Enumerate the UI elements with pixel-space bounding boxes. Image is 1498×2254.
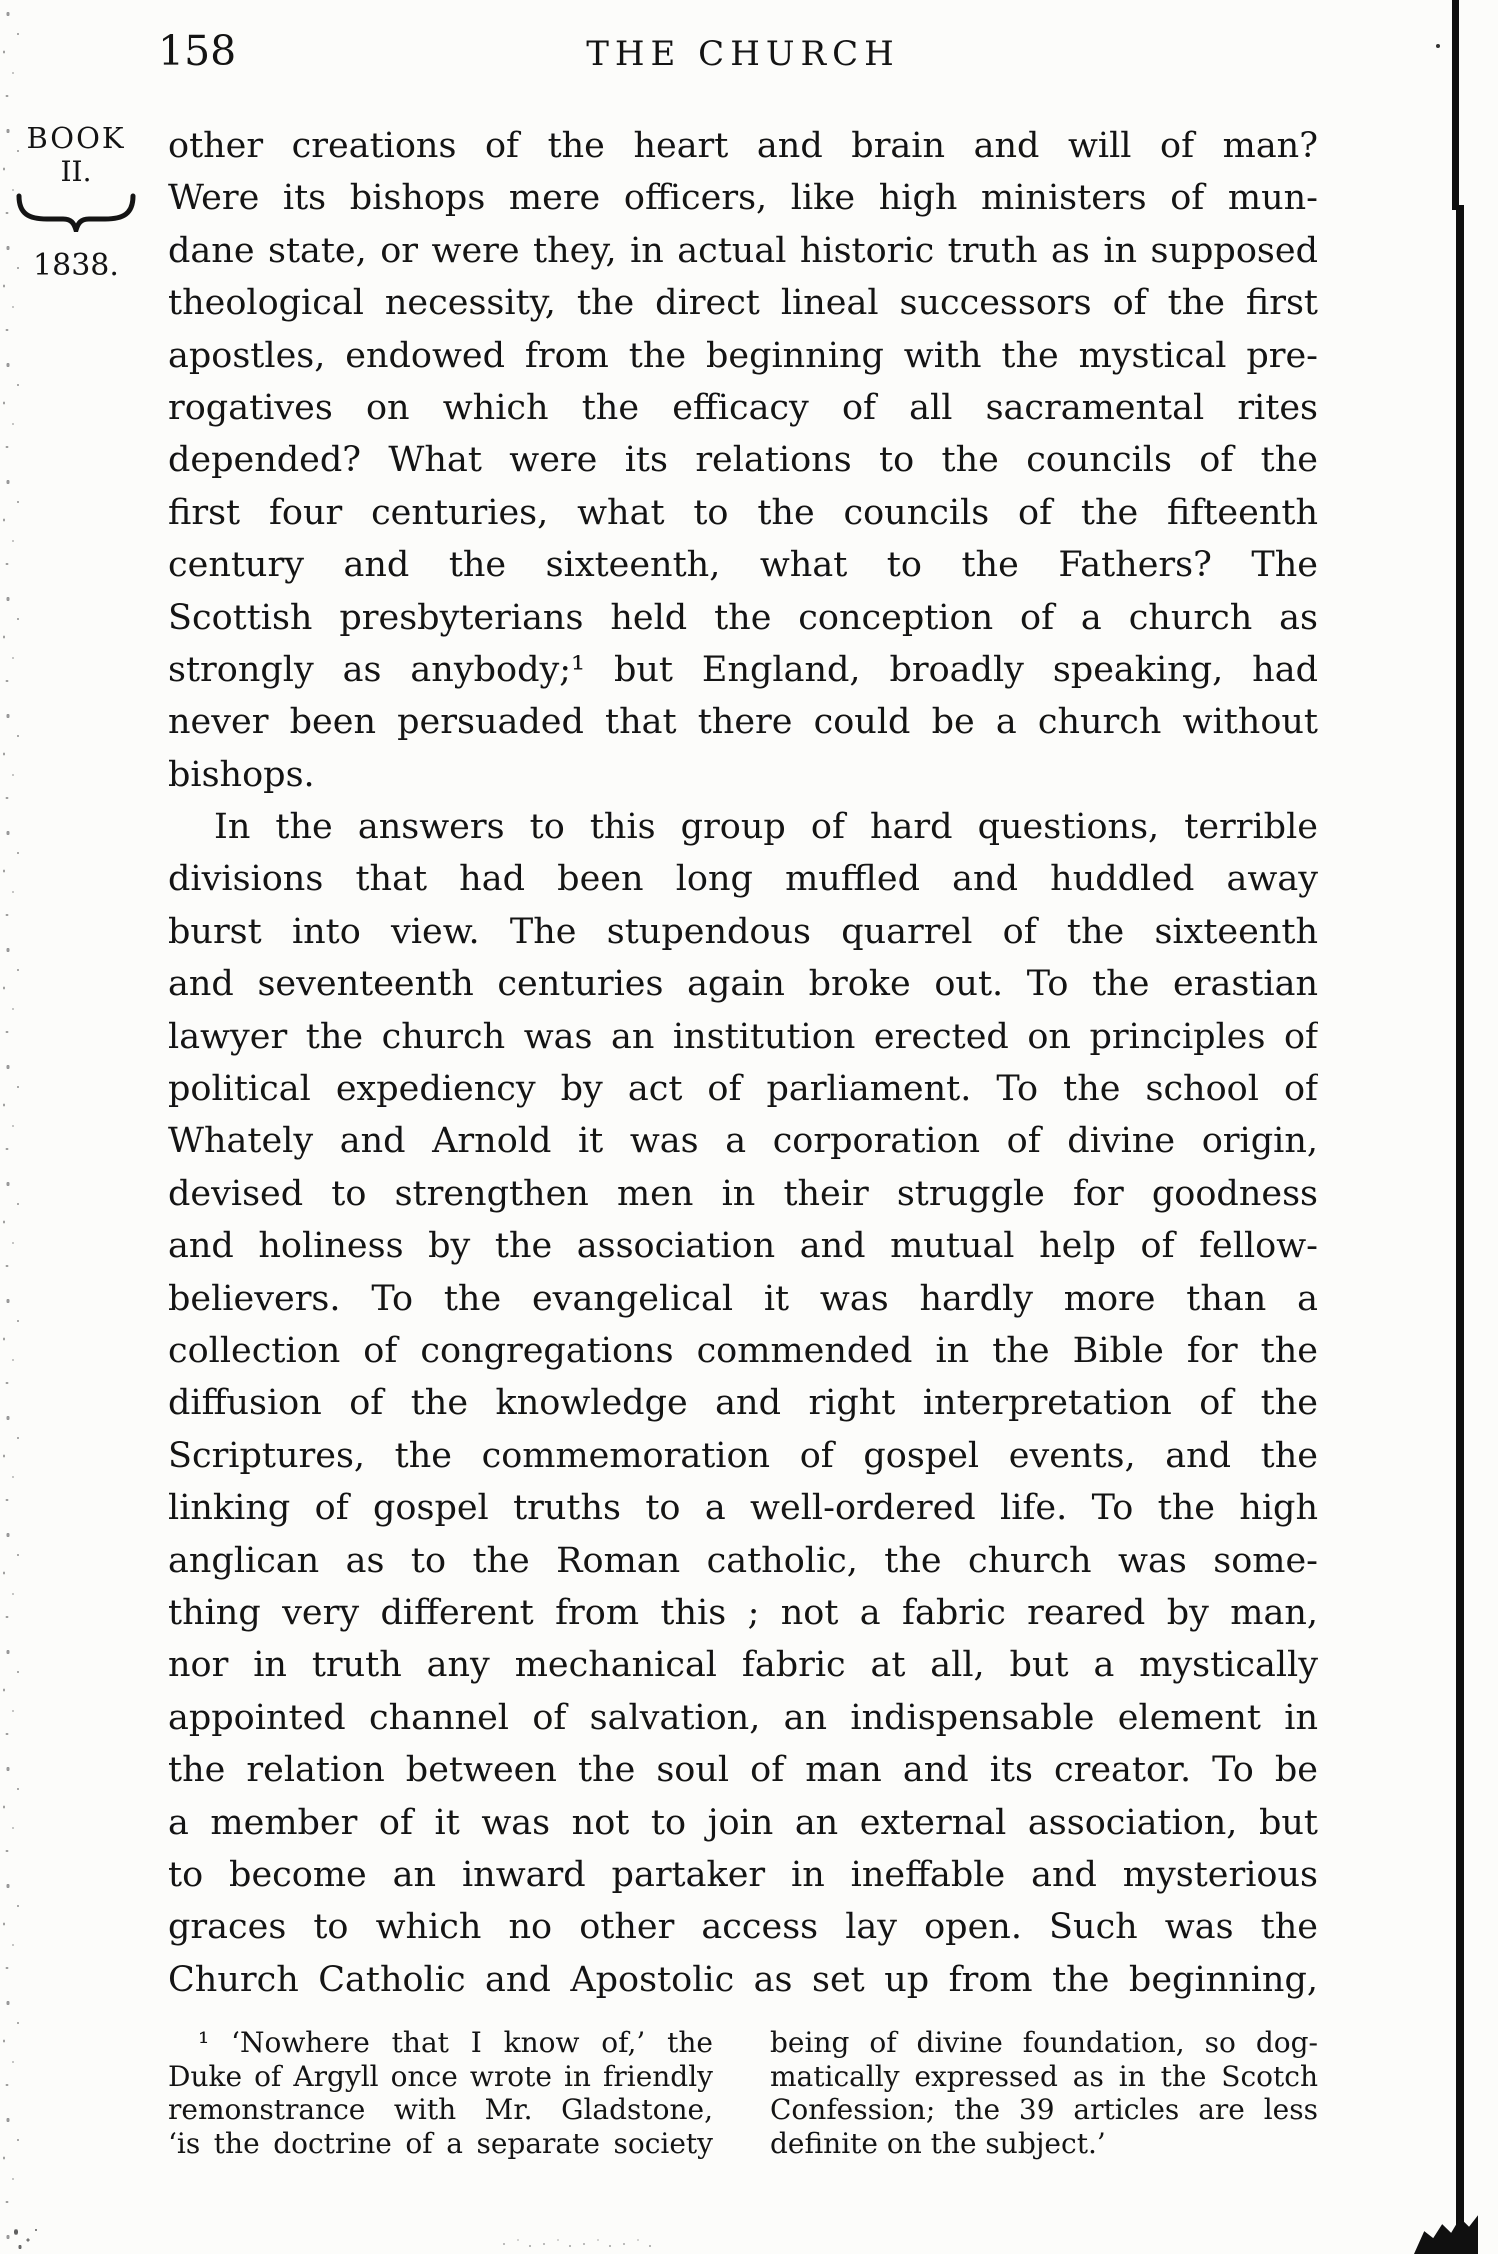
body-line: first four centuries, what to the councils of the fifteenth (168, 492, 1318, 533)
body-line: other creations of the heart and brain and will of man? (168, 126, 1318, 166)
body-line: devised to strengthen men in their struggle for goodness (168, 1173, 1318, 1214)
body-line: never been persuaded that there could be a church without (168, 702, 1318, 743)
body-line: divisions that had been long muffled and huddled away (168, 859, 1318, 900)
body-line: collection of congregations commended in the Bible for the (168, 1330, 1318, 1371)
body-line: political expediency by act of parliament. To the school of (168, 1069, 1318, 1110)
body-line: apostles, endowed from the beginning with the mystical pre- (168, 335, 1318, 376)
body-line: dane state, or were they, in actual historic truth as in supposed (168, 230, 1318, 271)
body-line: graces to which no other access lay open. Such was the (168, 1907, 1318, 1948)
body-line: thing very different from this ; not a fabric reared by man, (168, 1592, 1318, 1633)
body-line: believers. To the evangelical it was hardly more than a (168, 1278, 1318, 1319)
footnote-column-left (168, 2026, 713, 2160)
body-line: lawyer the church was an institution erected on principles of (168, 1016, 1318, 1057)
body-line: Scottish presbyterians held the conception of a church as (168, 597, 1318, 638)
footnote-line: matically expressed as in the Scotch (770, 2059, 1318, 2093)
body-line: and holiness by the association and mutual help of fellow- (168, 1226, 1318, 1267)
body-line: bishops. (168, 754, 315, 795)
body-line: and seventeenth centuries again broke out. To the erastian (168, 964, 1318, 1005)
body-line: the relation between the soul of man and its creator. To be (168, 1750, 1318, 1791)
body-line: appointed channel of salvation, an indispensable element in (168, 1697, 1318, 1738)
margin-note-block (10, 120, 142, 283)
footnote-column-right (770, 2026, 1318, 2160)
scan-noise-left-edge (0, 0, 26, 2254)
body-line: depended? What were its relations to the councils of the (168, 440, 1318, 481)
body-line: strongly as anybody;¹ but England, broadly speaking, had (168, 649, 1318, 690)
footnote-line: remonstrance with Mr. Gladstone, (168, 2093, 713, 2127)
ink-blob-bottom-right (1414, 2210, 1478, 2254)
running-title: THE CHURCH (586, 34, 900, 74)
page-edge-rule (1456, 205, 1464, 2254)
footnote-line: Confession; the 39 articles are less (770, 2093, 1318, 2127)
body-line: linking of gospel truths to a well-ordered life. To the high (168, 1488, 1318, 1529)
body-text (168, 120, 1318, 2006)
footnote-line: ¹ ‘Nowhere that I know of,’ the (198, 2026, 713, 2059)
page-edge-rule-top (1452, 0, 1459, 210)
body-line: theological necessity, the direct lineal successors of the first (168, 283, 1318, 324)
footnote-line: Duke of Argyll once wrote in friendly (168, 2059, 713, 2093)
body-line: Scriptures, the commemoration of gospel events, and the (168, 1435, 1318, 1476)
footnote-line: ‘is the doctrine of a separate society (168, 2126, 713, 2160)
body-line: diffusion of the knowledge and right interpretation of the (168, 1383, 1318, 1424)
margin-book-numeral: II. (60, 155, 92, 188)
body-line: Church Catholic and Apostolic as set up from the beginning, (168, 1959, 1318, 2000)
footnote-line: definite on the subject.’ (770, 2126, 1106, 2160)
body-line: rogatives on which the efficacy of all sacramental rites (168, 387, 1318, 428)
body-line: a member of it was not to join an external association, but (168, 1802, 1318, 1843)
body-line: nor in truth any mechanical fabric at all, but a mystically (168, 1645, 1318, 1686)
body-line: Were its bishops mere officers, like high ministers of mun- (168, 178, 1318, 219)
body-line: In the answers to this group of hard questions, terrible (214, 807, 1318, 848)
page-number: 158 (158, 27, 237, 75)
body-line: Whately and Arnold it was a corporation of divine origin, (168, 1121, 1318, 1162)
scan-smudge-bottom-center (496, 2232, 656, 2252)
body-line: century and the sixteenth, what to the Fathers? The (168, 545, 1318, 586)
scan-blob-bottom-left (6, 2220, 48, 2254)
body-line: to become an inward partaker in ineffable and mysterious (168, 1854, 1318, 1895)
underbrace-icon (15, 192, 137, 232)
body-line: anglican as to the Roman catholic, the church was some- (168, 1540, 1318, 1581)
margin-year: 1838. (33, 248, 119, 283)
body-line: burst into view. The stupendous quarrel of the sixteenth (168, 911, 1318, 952)
footnote-line: being of divine foundation, so dog- (770, 2026, 1318, 2059)
scan-speck-top-right (1436, 44, 1440, 48)
margin-book-label: BOOK (26, 121, 126, 155)
